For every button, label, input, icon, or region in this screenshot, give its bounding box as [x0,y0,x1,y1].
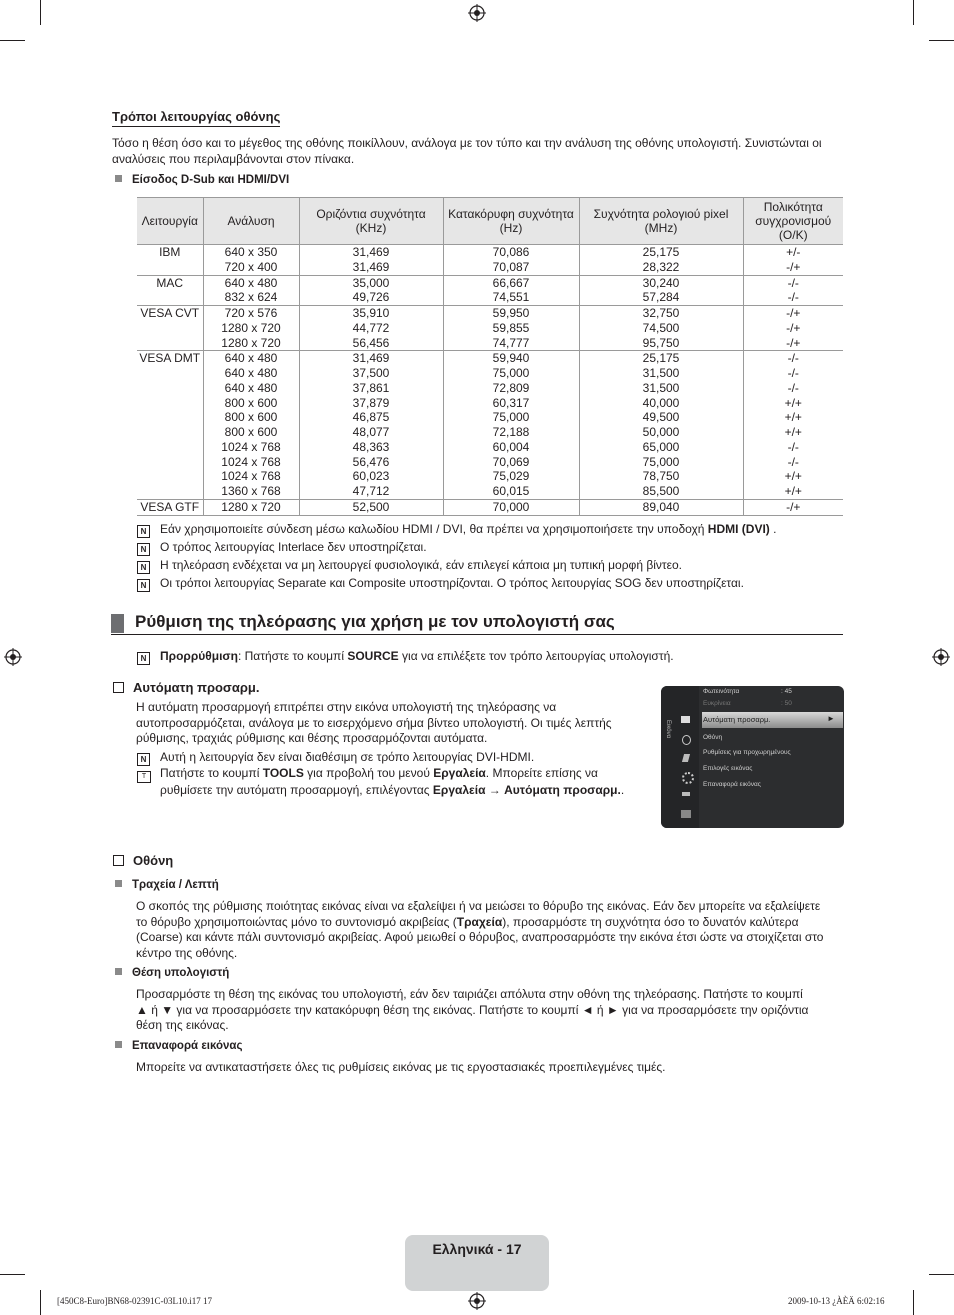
vfreq-cell: 66,667 74,551 [443,275,579,306]
tip-text: ρυθμίσετε την αυτόματη προσαρμογή, επιλέγοντας [160,783,433,797]
column-header: Οριζόντια συχνότητα (KHz) [299,198,443,245]
checkbox-icon [113,855,124,866]
pc-position-label [115,967,229,979]
intro-line: Τόσο η θέση όσο και το μέγεθος της οθόνης ποικίλλουν, ανάλογα με τον τύπο και την ανάλυση της οθόνης υπολογιστή. Συνιστώνται οι [112,136,822,150]
hfreq-cell: 31,469 37,500 37,861 37,879 46,875 48,077 48,363 56,476 60,023 47,712 [299,351,443,500]
body-line: ▲ ή ▼ για να προσαρμόσετε την κατακόρυφη θέση της εικόνας. Πατήστε το κουμπί ◄ ή ► για να προσαρμόσετε την οριζόντια [136,1002,809,1017]
tv-menu-item[interactable]: Ρυθμίσεις για προχωρημένους [703,749,791,756]
picture-icon [681,716,690,723]
hfreq-cell: 35,910 44,772 56,456 [299,306,443,351]
tip-bold: TOOLS [262,766,304,780]
tv-menu-value: : 50 [781,700,792,707]
note-text: Αυτή η λειτουργία δεν είναι διαθέσιμη σε τρόπο λειτουργίας DVI-HDMI. [160,750,535,764]
crop-mark [929,1274,954,1275]
coarse-fine-text [136,899,856,961]
note-text: Οι τρόποι λειτουργίας Separate και Composite υποστηρίζονται. Ο τρόπος λειτουργίας SOG δεν υποστηρίζεται. [160,576,744,590]
hfreq-cell: 52,500 [299,499,443,515]
auto-line: Η αυτόματη προσαρμογή επιτρέπει στην εικόνα υπολογιστή της τηλεόρασης να [136,700,557,714]
hfreq-cell: 35,000 49,726 [299,275,443,306]
polarity-cell: +/- -/+ [743,245,843,276]
hfreq-cell: 31,469 31,469 [299,245,443,276]
registration-mark-icon [4,648,22,666]
polarity-cell: -/+ -/+ -/+ [743,306,843,351]
body-line: κέντρο της οθόνης. [136,945,238,960]
column-header: Κατακόρυφη συχνότητα (Hz) [443,198,579,245]
tv-menu-row [703,700,731,707]
checkbox-icon [113,682,124,693]
registration-mark-icon [468,4,486,22]
body-line: (Coarse) και κάντε πάλι συντονισμό ακριβείας. Αφού μειωθεί ο θόρυβος, αναπροσαρμόστε την εικόνα έτσι ώστε να στοιχίζεται στο [136,930,824,944]
body-line: Προσαρμόστε τη θέση της εικόνας του υπολογιστή, εάν δεν ταιριάζει απόλυτα στην οθόνη της τηλεόρασης. Πατήστε το κουμπί [136,987,803,1001]
polarity-cell: -/- -/- -/- +/+ +/+ +/+ -/- -/- +/+ +/+ [743,351,843,500]
note-hdmi [137,522,776,538]
vfreq-cell: 59,950 59,855 74,777 [443,306,579,351]
clock-cell: 32,750 74,500 95,750 [579,306,743,351]
tip-text: για προβολή του μενού [303,766,434,780]
note-text: Ο τρόπος λειτουργίας Interlace δεν υποστηρίζεται. [160,540,427,554]
body-line: Μπορείτε να αντικαταστήσετε όλες τις ρυθμίσεις εικόνας με τις εργοστασιακές προεπιλεγμένες τιμές. [136,1060,666,1074]
tv-menu-sidebar [661,686,699,828]
tip-text: . [620,783,625,797]
registration-mark-icon [932,648,950,666]
clock-cell: 30,240 57,284 [579,275,743,306]
table-row [137,306,843,351]
heading-text: Ρύθμιση της τηλεόρασης για χρήση με τον υπολογιστή σας [135,612,615,631]
note-nonstandard [137,558,682,574]
section-heading [111,612,843,635]
support-icon [681,810,691,818]
tv-menu-item[interactable]: Επαναφορά εικόνας [703,781,761,788]
square-bullet-icon [115,968,122,975]
square-bullet-icon [115,175,122,182]
tip-text: . Μπορείτε επίσης να [485,766,598,780]
crop-mark [913,1290,914,1315]
registration-mark-icon [468,1292,486,1310]
resolution-cell: 640 x 350 720 x 400 [203,245,299,276]
body-line: ), προσαρμόστε τη συχνότητα όσο το δυνατόν καλύτερα [502,914,799,929]
note-interlace [137,540,427,556]
image-reset-body [136,1060,856,1076]
tools-icon: T [137,771,151,783]
table-row [137,351,843,500]
mode-cell: IBM [159,245,181,259]
crop-mark [40,0,41,25]
body-line: το θόρυβο χρησιμοποιώντας μόνο το συντονισμό ακριβείας ( [136,914,457,929]
column-header: Συχνότητα ρολογιού pixel (MHz) [579,198,743,245]
tip-text: Πατήστε το κουμπί [160,766,263,780]
image-reset-text: Επαναφορά εικόνας [132,1040,243,1052]
column-header: Λειτουργία [137,198,203,245]
note-icon: N [137,753,150,766]
tv-menu-row [703,688,739,695]
square-bullet-icon [115,880,122,887]
tv-menu-value: : 45 [781,688,792,695]
note-bold: HDMI (DVI) [707,522,770,536]
note-icon: N [137,652,150,665]
crop-mark [929,40,954,41]
body-line: Ο σκοπός της ρύθμισης ποιότητας εικόνας είναι να εξαλείψει ή να μειώσει το θόρυβο της εικόνας. Εάν δεν μπορείτε να εξαλείψετε [136,899,821,913]
table-row [137,245,843,276]
auto-adjust-title-text: Αυτόματη προσαρμ. [133,680,260,695]
intro-line: αναλύσεις που περιλαμβάνονται στον πίνακα. [112,151,355,166]
note-text: Εάν χρησιμοποιείτε σύνδεση μέσω καλωδίου HDMI / DVI, θα πρέπει να χρησιμοποιήσετε την υποδοχή [160,522,708,536]
table-row [137,275,843,306]
vfreq-cell: 59,940 75,000 72,809 60,317 75,000 72,188 60,004 70,069 75,029 60,015 [443,351,579,500]
clock-cell: 25,175 28,322 [579,245,743,276]
note-icon: N [137,579,150,592]
screen-title [113,853,173,868]
resolution-cell: 640 x 480 640 x 480 640 x 480 800 x 600 800 x 600 800 x 600 1024 x 768 1024 x 768 1024 x 768 1360 x 768 [203,351,299,500]
screen-title-text: Οθόνη [133,853,174,868]
square-bullet-icon [115,1041,122,1048]
note-text: Η τηλεόραση ενδέχεται να μη λειτουργεί φυσιολογικά, εάν επιλεγεί κάποια μη τυπική μορφή βίντεο. [160,558,682,572]
tools-tip [137,766,647,799]
preset-text: : Πατήστε το κουμπί [237,649,348,663]
intro-text [112,136,852,167]
tip-bold: Αυτόματη προσαρμ. [504,783,621,797]
preset-text: για να επιλέξετε τον τρόπο λειτουργίας υπολογιστή. [398,649,674,663]
tv-menu-side-label: Εικόνα [665,720,671,739]
clock-cell: 25,175 31,500 31,500 40,000 49,500 50,000 65,000 75,000 78,750 85,500 [579,351,743,500]
mode-cell: VESA CVT [140,306,200,320]
note-icon: N [137,543,150,556]
input-label [115,174,289,186]
vfreq-cell: 70,086 70,087 [443,245,579,276]
tip-bold: Εργαλεία [432,783,486,797]
setup-icon [682,772,694,784]
body-line: θέση της εικόνας. [136,1018,229,1032]
polarity-cell: -/+ [743,499,843,515]
column-header: Ανάλυση [203,198,299,245]
tv-menu-arrow-icon: ► [827,714,835,723]
resolution-cell: 720 x 576 1280 x 720 1280 x 720 [203,306,299,351]
crop-mark [0,1274,25,1275]
display-modes-table [137,197,843,516]
note-sync [137,576,744,592]
print-info-right: 2009-10-13 ¿ÀÈÄ 6:02:16 [788,1296,885,1306]
coarse-fine-label [115,879,219,891]
column-header: Πολικότητα συγχρονισμού (O/K) [743,198,843,245]
mode-cell: VESA GTF [140,499,200,514]
tv-menu-item[interactable]: Οθόνη [703,734,723,741]
polarity-cell: -/- -/- [743,275,843,306]
table-header-row [137,198,843,245]
page-number: Ελληνικά - 17 [432,1241,522,1257]
note-icon: N [137,561,150,574]
tip-bold: Εργαλεία [433,766,486,780]
tip-text: → [485,783,505,797]
input-icon [682,792,690,796]
image-reset-label [115,1040,242,1052]
auto-adjust-text [136,700,646,747]
heading-bar-icon [111,614,124,633]
body-bold: Τραχεία [456,914,503,929]
note-dvi [137,750,534,766]
pc-position-text [136,987,856,1034]
tv-menu-label: Φωτεινότητα [703,688,740,695]
tv-menu-label: Ευκρίνεια [703,700,731,707]
section-title: Τρόποι λειτουργίας οθόνης [112,109,280,127]
note-text: . [769,522,777,536]
auto-adjust-title [113,680,259,695]
coarse-fine-text: Τραχεία / Λεπτή [132,879,219,891]
note-icon: N [137,525,150,538]
crop-mark [0,40,25,41]
crop-mark [40,1290,41,1315]
vfreq-cell: 70,000 [443,499,579,515]
tv-menu-selected-label: Αυτόματη προσαρμ. [703,715,771,724]
table-row [137,499,843,515]
resolution-cell: 1280 x 720 [203,499,299,515]
resolution-cell: 640 x 480 832 x 624 [203,275,299,306]
preset-bold: Προρρύθμιση [160,649,238,663]
mode-cell: VESA DMT [139,351,201,366]
auto-line: αυτοπροσαρμόζεται, ανάλογα με το εισερχόμενο σήμα βίντεο υπολογιστή. Οι τιμές λεπτής [136,715,612,730]
input-label-text: Είσοδος D-Sub και HDMI/DVI [132,174,290,186]
tv-menu-item[interactable]: Επιλογές εικόνας [703,765,753,772]
note-preset [137,649,674,665]
source-button-label: SOURCE [347,649,399,663]
tv-menu-screenshot [661,686,844,828]
pc-position-text: Θέση υπολογιστή [132,967,230,979]
auto-line: ρύθμισης, τραχιάς ρύθμισης και θέσης προσαρμόζονται αυτόματα. [136,731,488,745]
crop-mark [913,0,914,25]
mode-cell: MAC [156,275,184,290]
print-info-left: [450C8-Euro]BN68-02391C-03L10.i17 17 [57,1296,212,1306]
page-number-tab [405,1235,549,1291]
sound-icon [682,735,691,745]
clock-cell: 89,040 [579,499,743,515]
